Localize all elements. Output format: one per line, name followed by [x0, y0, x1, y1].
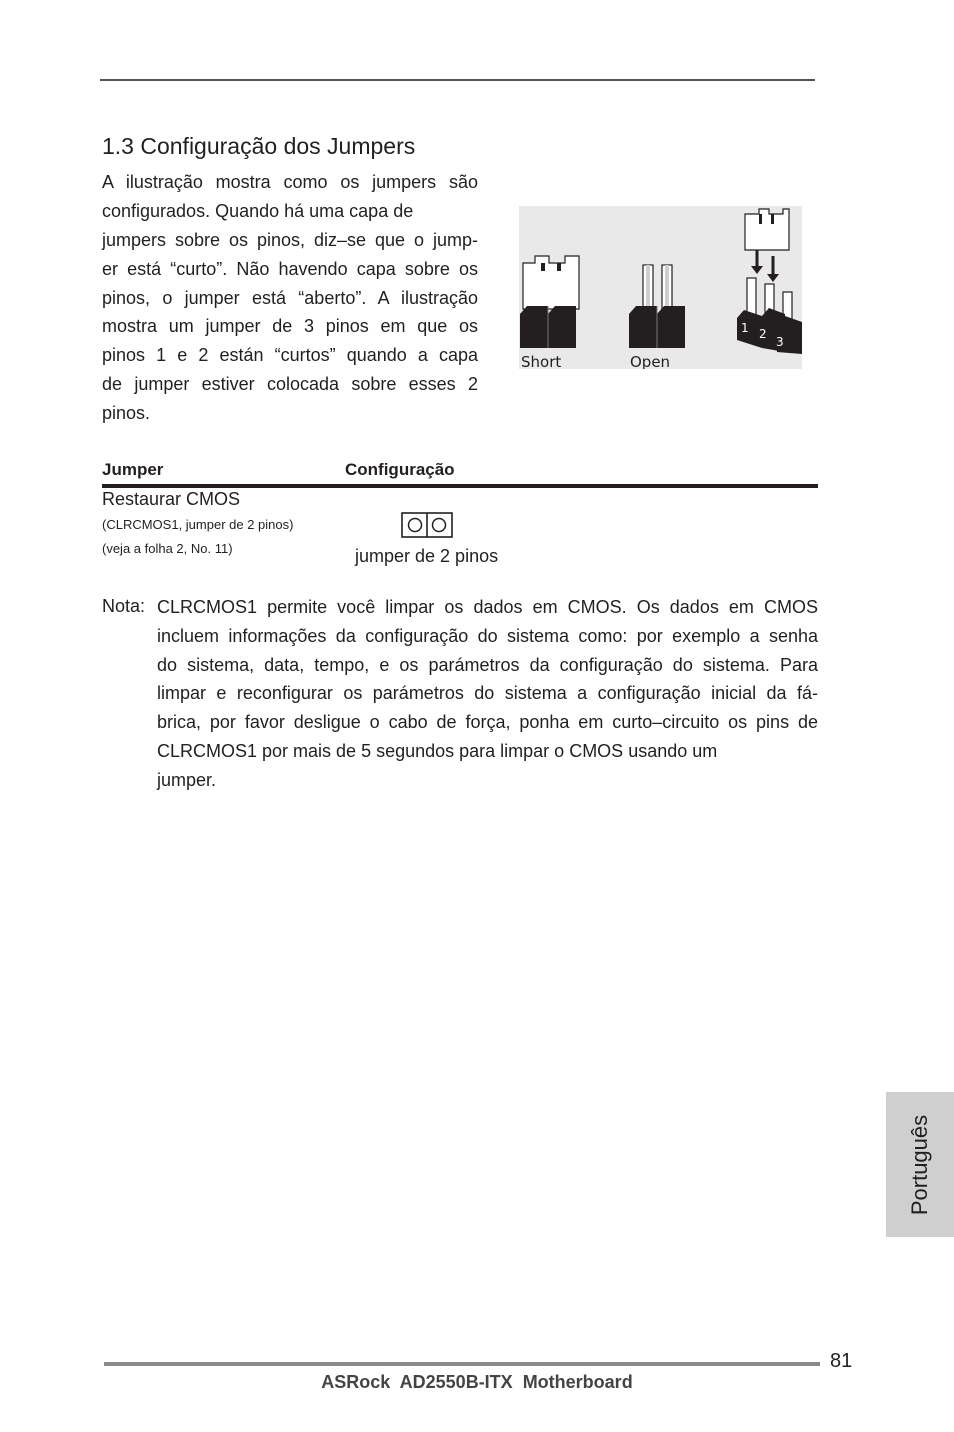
intro-line: de jumper estiver colocada sobre esses 2: [102, 374, 478, 395]
note-line: brica, por favor desligue o cabo de força, ponha em curto–circuito os pins de: [157, 712, 818, 733]
two-pin-jumper-icon: [401, 512, 453, 538]
short-jumper-graphic: [520, 256, 579, 348]
jumper-illustration: [519, 206, 802, 369]
intro-paragraph: [102, 168, 478, 428]
intro-line: A ilustração mostra como os jumpers são: [102, 172, 478, 192]
note-line: do sistema, data, tempo, e os parámetros da configuração do sistema. Para: [157, 654, 818, 675]
language-tab: [886, 1092, 954, 1237]
note-line: CLRCMOS1 permite você limpar os dados em CMOS. Os dados em CMOS: [157, 597, 818, 617]
note-label: Nota:: [102, 596, 146, 616]
intro-line: mostra um jumper de 3 pinos em que os: [102, 316, 478, 337]
config-caption: jumper de 2 pinos: [355, 546, 499, 566]
intro-line: pinos.: [102, 403, 151, 424]
open-label: Open: [630, 353, 671, 369]
page-number: 81: [830, 1350, 853, 1372]
pin-number-3: 3: [776, 335, 784, 349]
pin-number-2: 2: [759, 327, 767, 341]
note-line: incluem informações da configuração do sistema como: por exemplo a senha: [157, 625, 818, 646]
intro-line: pinos, o jumper está “aberto”. A ilustração: [102, 287, 478, 308]
jumper-reference: (veja a folha 2, No. 11): [102, 541, 233, 556]
table-header-jumper: Jumper: [102, 460, 164, 479]
pin-number-1: 1: [741, 321, 749, 335]
intro-line: jumpers sobre os pinos, diz–se que o jump-: [102, 229, 478, 250]
intro-line: configurados. Quando há uma capa de: [102, 200, 414, 221]
language-tab-label: Português: [907, 1114, 932, 1215]
intro-line: pinos 1 e 2 están “curtos” quando a capa: [102, 345, 478, 366]
note-line: CLRCMOS1 por mais de 5 segundos para limpar o CMOS usando um: [157, 740, 718, 761]
footer-product-name: [0, 1372, 954, 1393]
intro-line: er está “curto”. Não havendo capa sobre os: [102, 258, 478, 279]
table-header-configuration: Configuração: [345, 460, 455, 479]
note-line: limpar e reconfigurar os parámetros do sistema a configuração inicial da fá-: [157, 683, 818, 704]
footer-rule: [104, 1362, 820, 1366]
footer-product-text: ASRock AD2550B-ITX Motherboard: [321, 1372, 633, 1392]
top-rule: [100, 79, 815, 81]
short-label: Short: [521, 353, 562, 369]
jumper-name: Restaurar CMOS: [102, 489, 241, 509]
table-header-rule: [102, 484, 818, 488]
jumper-detail: (CLRCMOS1, jumper de 2 pinos): [102, 517, 294, 532]
note-body: [157, 593, 818, 795]
section-title: 1.3 Configuração dos Jumpers: [102, 133, 416, 159]
note-line: jumper.: [157, 769, 217, 790]
